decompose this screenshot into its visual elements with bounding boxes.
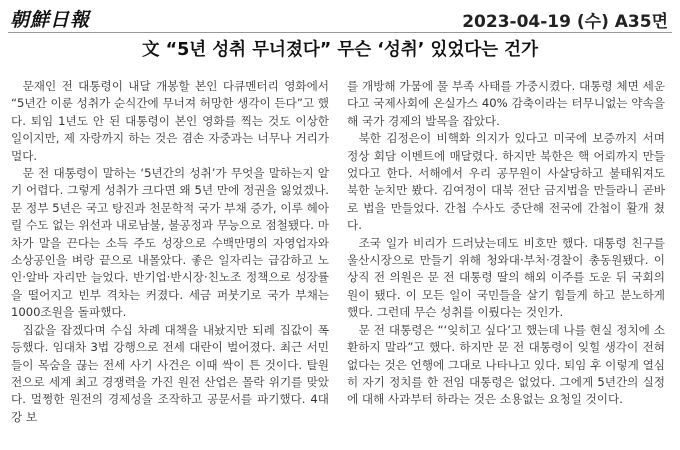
article-column-left bbox=[11, 78, 329, 426]
masthead bbox=[0, 0, 680, 30]
publication-dateline: 2023-04-19 (수) A35면 bbox=[462, 12, 668, 32]
editorial-headline: 文 “5년 성취 무너졌다” 무슨 ‘성취’ 있었다는 건가 bbox=[141, 40, 538, 60]
paragraph: 를 개방해 가뭄에 물 부족 사태를 가중시켰다. 대통령 체면 세운다고 국제사회에 온실가스 40% 감축이라는 터무니없는 약속을 해 국가 경제의 발목을 잡았다. bbox=[347, 79, 665, 128]
article-column-right bbox=[347, 78, 665, 409]
paragraph: 조국 일가 비리가 드러났는데도 비호만 했다. 대통령 친구를 울산시장으로 만들기 위해 청와대·부처·경찰이 총동원됐다. 이상직 전 의원은 문 전 대통령 딸의 해외 이주를 도운 뒤 국회의원이 됐다. 이 모든 일이 국민들을 살기 힘들게 하고 분노하게 했다. 그런데 무슨 성취를 이뤘다는 것인가. bbox=[347, 235, 665, 320]
newspaper-logo: 朝鮮日報 bbox=[10, 9, 91, 31]
paragraph: 문 전 대통령은 “‘잊히고 싶다’고 했는데 나를 현실 정치에 소환하지 말라”고 했다. 하지만 문 전 대통령이 잊힐 생각이 전혀 없다는 것은 언행에 그대로 나타나고 있다. 퇴임 후 이렇게 열심히 자기 정치를 한 전임 대통령은 없었다. 그에게 5년간의 실정에 대해 사과부터 하라는 것은 소용없는 요청일 것이다. bbox=[347, 322, 665, 407]
header-divider bbox=[8, 32, 672, 33]
paragraph: 북한 김정은이 비핵화 의지가 있다고 미국에 보증까지 서며 정상 회담 이벤트에 매달렸다. 하지만 북한은 핵 어뢰까지 만들었다고 한다. 서해에서 우리 공무원이 사살당하고 불태워져도 북한 눈치만 봤다. 김여정이 대북 전단 금지법을 만들라니 곧바로 법을 만들었다. 간첩 수사도 중단해 전국에 간첩이 활개 쳤다. bbox=[347, 131, 665, 233]
paragraph: 문 전 대통령이 말하는 ‘5년간의 성취’가 무엇을 말하는지 알기 어렵다. 그렇게 성취가 크다면 왜 5년 만에 정권을 잃었겠나. 문 정부 5년은 국고 탕진과 천문학적 국가 부채 증가, 이루 헤아릴 수도 없는 위선과 내로남불, 불공정과 무능으로 점철됐다. 마차가 말을 끈다는 소득 주도 성장으로 수백만명의 자영업자와 소상공인을 벼랑 끝으로 내몰았다. 좋은 일자리는 급감하고 노인·알바 자리만 늘었다. 반기업·반시장·친노조 정책으로 성장률을 떨어지고 빈부 격차는 커졌다. 세금 퍼붓기로 국가 부채는 1000조원을 돌파했다. bbox=[11, 166, 329, 320]
paragraph: 문재인 전 대통령이 내달 개봉할 본인 다큐멘터리 영화에서 “5년간 이룬 성취가 순식간에 무너져 허망한 생각이 든다”고 했다. 퇴임 1년도 안 된 대통령이 본인 영화를 찍는 것도 이상한 일이지만, 제 자랑까지 하는 것은 겸손 자중과는 너무나 거리가 멀다. bbox=[11, 79, 329, 163]
paragraph: 집값을 잡겠다며 수십 차례 대책을 내놨지만 되레 집값이 폭등했다. 임대차 3법 강행으로 전세 대란이 벌어졌다. 최근 서민들이 목숨을 끊는 전세 사기 사건은 이때 싹이 튼 것이다. 탈원전으로 세계 최고 경쟁력을 가진 원전 산업은 몰락 위기를 맞았다. 멀쩡한 원전의 경제성을 조작하고 공문서를 파기했다. 4대강 보 bbox=[11, 322, 329, 424]
